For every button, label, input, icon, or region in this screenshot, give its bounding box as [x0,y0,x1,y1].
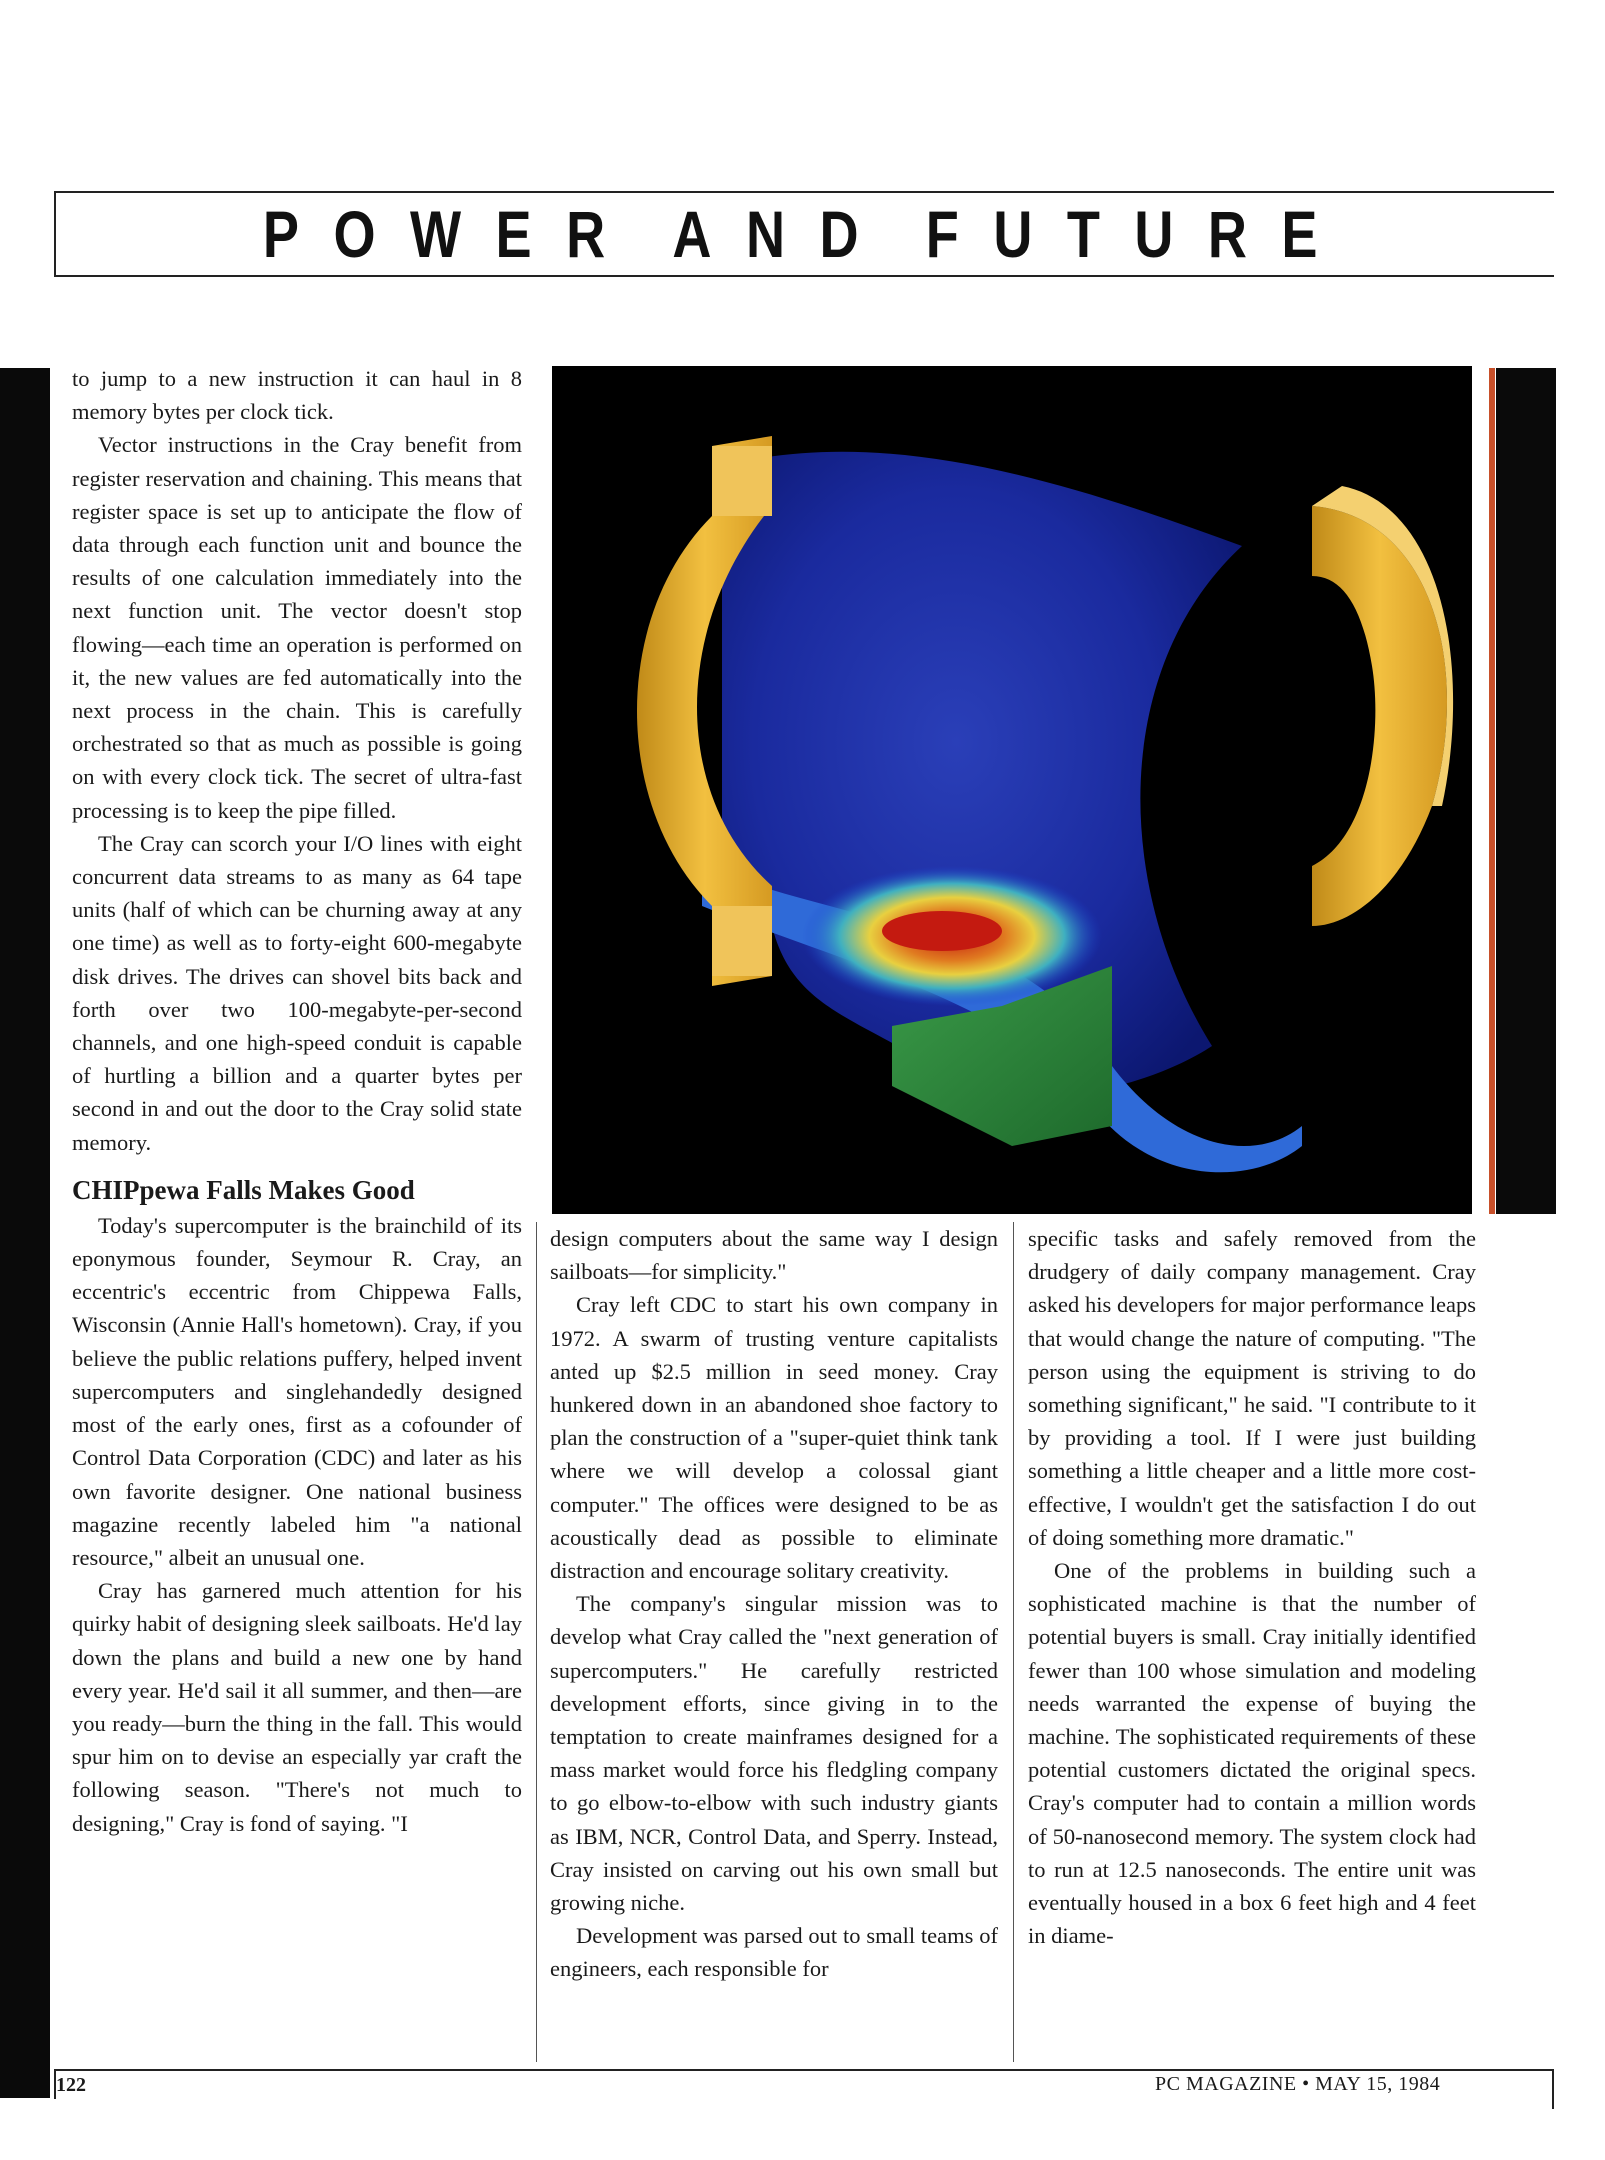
text-column-3 [1028,1222,1476,1952]
magazine-credit: PC MAGAZINE • MAY 15, 1984 [1155,2073,1441,2095]
title-letter: O [333,197,411,271]
paragraph: specific tasks and safely removed from the drudgery of daily company management. Cray asked his developers for major performance leaps that would change the nature of computing. "The person using the equipment is striving to do something significant," he said. "I contribute to it by providing a tool. If I were just building something a little cheaper and a little more cost-effective, I wouldn't get the satisfaction I do out of doing something more dramatic." [1028,1226,1476,1550]
title-letter: P [262,197,334,271]
title-letter: U [1134,197,1208,271]
paragraph: design computers about the same way I design sailboats—for simplicity." [550,1226,998,1285]
title-letter: R [1207,197,1282,271]
paragraph: The Cray can scorch your I/O lines with eight concurrent data streams to as many as 64 tape units (half of which can be churning away at any one time) as well as to forty-eight 600-megabyte disk drives. The drives can shovel bits back and forth over two 100-megabyte-per-second channels, and one high-speed conduit is capable of hurtling a billion and a quarter bytes per second in and out the door to the Cray solid state memory. [72,830,522,1155]
paragraph: Vector instructions in the Cray benefit from register reservation and chaining. This means that register space is set up to anticipate the flow of data through each function unit and bounce the results of one calculation immediately into the next function unit. The vector doesn't stop flowing—each time an operation is performed on it, the new values are fed automatically into the next process in the chain. This is carefully orchestrated so that as much as possible is going on with every clock tick. The secret of ultra-fast processing is to keep the pipe filled. [72,432,522,823]
title-letter: E [495,197,567,271]
title-letter: W [410,197,496,271]
paragraph: Today's supercomputer is the brainchild of its eponymous founder, Seymour R. Cray, an eccentric's eccentric from Chippewa Falls, Wisconsin (Annie Hall's hometown). Cray, if you believe the public relations puffery, helped invent supercomputers and singlehandedly designed most of the early ones, first as a cofounder of Control Data Corporation (CDC) and later as his own favorite designer. One national business magazine recently labeled him "a national resource," albeit an unusual one. [72,1212,522,1570]
title-letter: F [925,197,994,271]
footer-rule [54,2069,1554,2071]
paragraph: The company's singular mission was to develop what Cray called the "next generation of supercomputers." He carefully restricted development efforts, since giving in to the temptation to create mainframes designed for a mass market would force his fledgling company to go elbow-to-elbow with such industry giants as IBM, NCR, Control Data, and Sperry. Instead, Cray insisted on carving out his own small but growing niche. [550,1591,998,1916]
section-title [149,196,1465,272]
paragraph: to jump to a new instruction it can haul in 8 memory bytes per clock tick. [72,366,522,425]
title-letter: U [993,197,1067,271]
header-left-rule [54,191,56,277]
title-letter: R [566,197,640,271]
title-letter: T [1066,197,1135,271]
header-rule-top [54,191,1554,193]
title-letter: A [672,197,746,271]
section-heading: CHIPpewa Falls Makes Good [72,1174,415,1205]
title-letter: D [819,197,894,271]
paragraph: Cray has garnered much attention for his quirky habit of designing sleek sailboats. He'd lay down the plans and build a new one by hand every year. He'd sail it all summer, and then—are you ready—burn the thing in the fall. This would spur him on to devise an especially yar craft the following season. "There's not much to designing," Cray is fond of saying. "I [72,1578,522,1836]
text-column-1 [72,362,522,1840]
supercomputer-simulation-illustration [552,366,1472,1214]
header-rule-bottom [54,275,1554,277]
text-column-2 [550,1222,998,1986]
paragraph: Development was parsed out to small teams of engineers, each responsible for [550,1923,998,1982]
right-black-bar [1496,368,1556,1214]
page-number: 122 [56,2074,86,2096]
footer-right-rule [1552,2069,1554,2109]
column-divider [536,1222,537,2062]
paragraph: One of the problems in building such a sophisticated machine is that the number of potential buyers is small. Cray initially identified fewer than 100 whose simulation and modeling needs warranted the expense of buying the machine. The sophisticated requirements of these potential customers dictated the original specs. Cray's computer had to contain a million words of 50-nanosecond memory. The system clock had to run at 12.5 nanoseconds. The entire unit was eventually housed in a box 6 feet high and 4 feet in diame- [1028,1558,1476,1949]
right-accent-edge [1489,368,1495,1214]
title-letter: E [1281,197,1352,271]
column-divider [1013,1222,1014,2062]
simulation-figure [552,366,1472,1214]
title-letter: N [745,197,820,271]
paragraph: Cray left CDC to start his own company in 1972. A swarm of trusting venture capitalists anted up $2.5 million in seed money. Cray hunkered down in an abandoned shoe factory to plan the construction of a "super-quiet think tank where we will develop a colossal giant computer." The offices were designed to be as acoustically dead as possible to eliminate distraction and encourage solitary creativity. [550,1292,998,1584]
left-black-bar [0,368,50,2098]
